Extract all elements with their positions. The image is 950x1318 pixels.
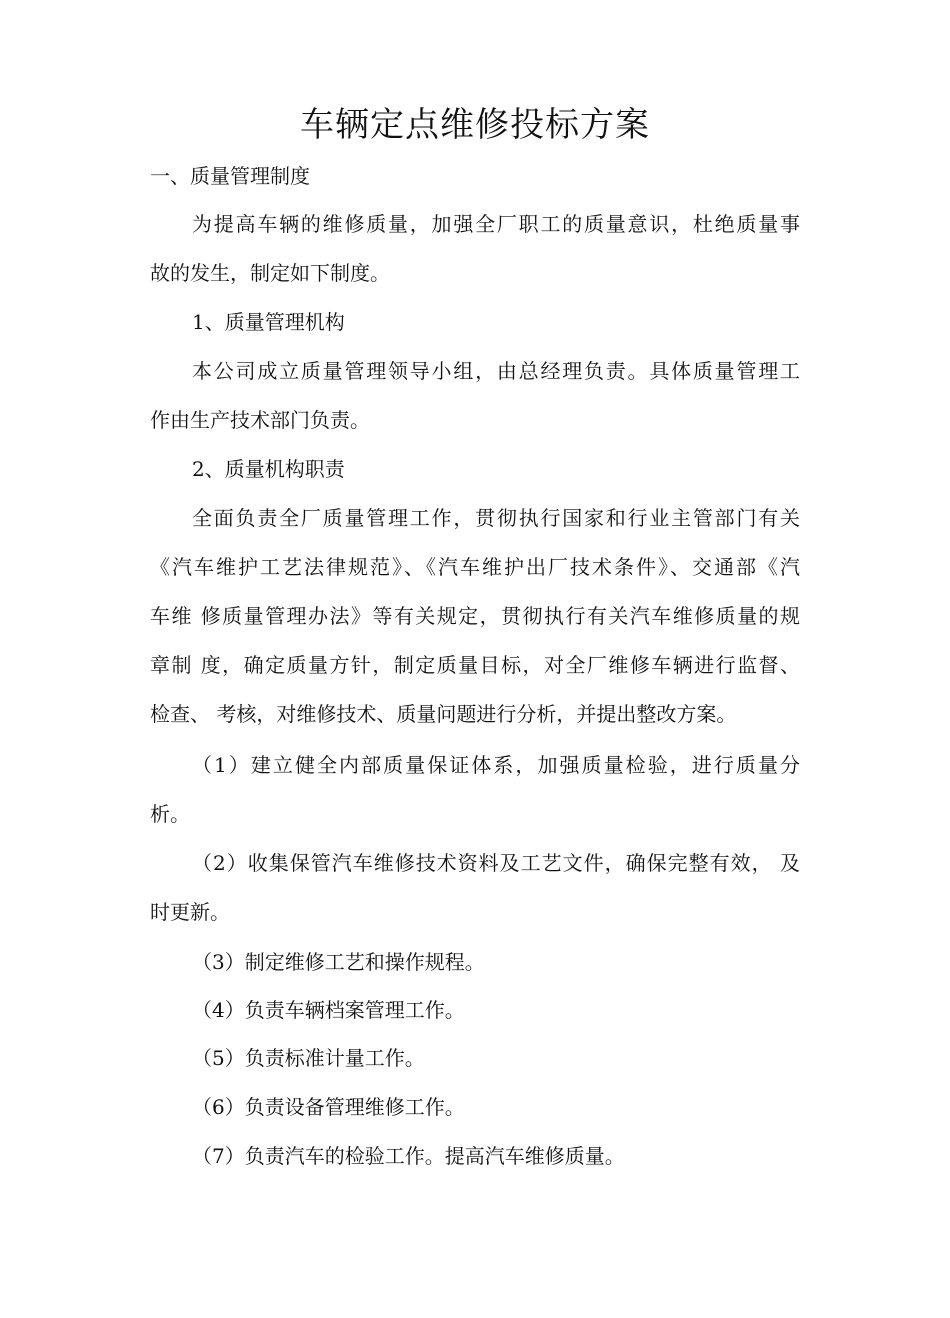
subheading-organization-duties: 2、质量机构职责 [192,457,345,481]
list-item-2-line-1: （2）收集保管汽车维修技术资料及工艺文件，确保完整有效， 及 [192,851,800,875]
list-item-1-line-1: （1）建立健全内部质量保证体系，加强质量检验，进行质量分 [192,753,800,777]
list-item-4: （4）负责车辆档案管理工作。 [192,998,465,1022]
paragraph-intro-line-2: 故的发生，制定如下制度。 [150,261,390,285]
subheading-quality-organization: 1、质量管理机构 [192,310,345,334]
list-item-5: （5）负责标准计量工作。 [192,1046,425,1070]
list-item-2-line-2: 时更新。 [150,900,230,924]
document-title: 车辆定点维修投标方案 [300,105,650,145]
paragraph-duties-line-1: 全面负责全厂质量管理工作，贯彻执行国家和行业主管部门有关 [192,506,800,530]
paragraph-duties-line-2: 《汽车维护工艺法律规范》、《汽车维护出厂技术条件》、交通部《汽 [150,555,800,579]
list-item-7: （7）负责汽车的检验工作。提高汽车维修质量。 [192,1144,625,1168]
list-item-3: （3）制定维修工艺和操作规程。 [192,950,485,974]
paragraph-duties-line-3: 车维 修质量管理办法》等有关规定，贯彻执行有关汽车维修质量的规 [150,604,800,628]
list-item-6: （6）负责设备管理维修工作。 [192,1095,465,1119]
paragraph-organization-line-2: 作由生产技术部门负责。 [150,408,370,432]
paragraph-duties-line-5: 检查、 考核，对维修技术、质量问题进行分析，并提出整改方案。 [150,702,737,726]
paragraph-duties-line-4: 章制 度，确定质量方针，制定质量目标，对全厂维修车辆进行监督、 [150,653,800,677]
paragraph-intro-line-1: 为提高车辆的维修质量，加强全厂职工的质量意识，杜绝质量事 [192,212,800,236]
section-heading-quality-management: 一、质量管理制度 [150,164,310,188]
list-item-1-line-2: 析。 [150,802,190,826]
paragraph-organization-line-1: 本公司成立质量管理领导小组，由总经理负责。具体质量管理工 [192,359,800,383]
